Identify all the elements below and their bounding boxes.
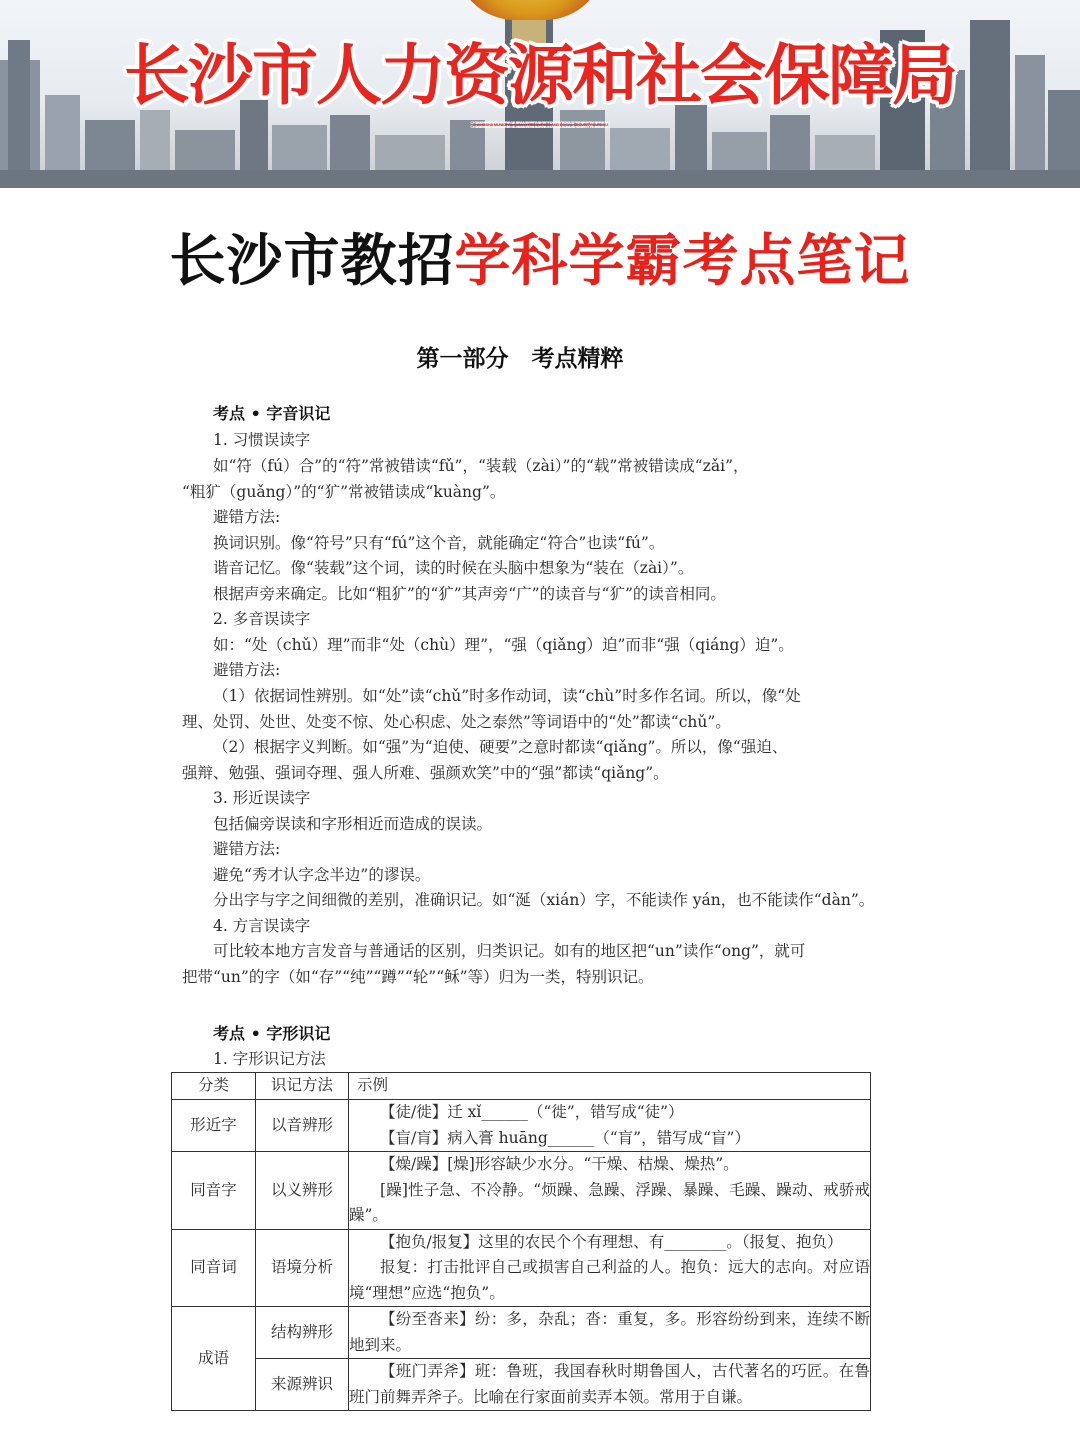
example-cell: [349, 1307, 871, 1359]
example-line: 【徒/徙】迁 xǐ______（“徙”，错写成“徒”）: [380, 1103, 684, 1121]
paragraph-line: “粗犷（guǎng）”的“犷”常被错读成“kuàng”。: [182, 483, 506, 501]
paragraph-line: 根据声旁来确定。比如“粗犷”的“犷”其声旁“广”的读音与“犷”的读音相同。: [213, 585, 726, 603]
subheading: 3. 形近误读字: [213, 789, 311, 807]
table-row: [172, 1100, 871, 1152]
example-line: [躁]性子急、不冷静。“烦躁、急躁、浮躁、暴躁、毛躁、躁动、戒骄戒躁”。: [349, 1180, 870, 1224]
example-line: 【纷至沓来】纷：多，杂乱；沓：重复，多。形容纷纷到来，连续不断地到来。: [349, 1310, 870, 1354]
paragraph-line: （1）依据词性辨别。如“处”读“chǔ”时多作动词，读“chù”时多作名词。所以，像“处: [213, 687, 801, 705]
paragraph-line: 理、处罚、处世、处变不惊、处心积虑、处之泰然”等词语中的“处”都读“chǔ”。: [182, 713, 731, 731]
example-cell: [349, 1359, 871, 1411]
paragraph-line: 包括偏旁误读和字形相近而造成的误读。: [213, 815, 493, 833]
example-line: 【燥/躁】[燥]形容缺少水分。“干燥、枯燥、燥热”。: [380, 1155, 739, 1173]
paragraph-line: 把带“un”的字（如“存”“纯”“蹲”“轮”“稣”等）归为一类，特别识记。: [182, 968, 654, 986]
banner-title-cn: 长沙市人力资源和社会保障局: [124, 37, 956, 114]
paragraph-line: 避免“秀才认字念半边”的谬误。: [213, 866, 431, 884]
subheading: 1. 习惯误读字: [213, 431, 311, 449]
table-header-cell: 分类: [172, 1073, 256, 1100]
paragraph-line: （2）根据字义判断。如“强”为“迫使、硬要”之意时都读“qiǎng”。所以，像“强迫、: [213, 738, 788, 756]
header-banner: [0, 0, 1080, 188]
paragraph-line: 避错方法:: [213, 508, 281, 526]
section-title-pronunciation: 考点 • 字音识记: [213, 404, 331, 423]
main-title: [0, 212, 1080, 312]
subheading: 4. 方言误读字: [213, 917, 311, 935]
example-line: 报复：打击批评自己或损害自己利益的人。抱负：远大的志向。对应语境“理想”应选“抱负”。: [349, 1258, 870, 1302]
category-cell: 形近字: [172, 1100, 256, 1152]
glyph-method-table: [171, 1072, 871, 1411]
paragraph-line: 避错方法:: [213, 661, 281, 679]
main-title-part1: 长沙市教招: [169, 229, 455, 294]
table-row: [172, 1229, 871, 1307]
example-line: 【盲/肓】病入膏 huāng______（“肓”，错写成“盲”）: [380, 1128, 750, 1147]
table-header-cell: 示例: [349, 1073, 871, 1100]
table-header-cell: 识记方法: [256, 1073, 349, 1100]
example-cell: [349, 1152, 871, 1230]
section-title-glyph: 考点 • 字形识记: [213, 1024, 331, 1043]
example-line: 【班门弄斧】班：鲁班，我国春秋时期鲁国人，古代著名的巧匠。在鲁班门前舞弄斧子。比喻在行家面前卖弄本领。常用于自谦。: [349, 1362, 870, 1406]
category-cell: 同音字: [172, 1152, 256, 1230]
method-cell: 来源辨识: [256, 1359, 349, 1411]
method-cell: 以义辨形: [256, 1152, 349, 1230]
paragraph-line: 分出字与字之间细微的差别，准确识记。如“涎（xián）字，不能读作 yán，也不能读作“dàn”。: [213, 891, 875, 909]
method-cell: 结构辨形: [256, 1307, 349, 1359]
paragraph-line: 谐音记忆。像“装载”这个词，读的时候在头脑中想象为“装在（zài）”。: [213, 559, 694, 577]
banner-title-en: CHANGSHA MUNICIPAL HUMAN RESOURCES AND SOCIAL SECURITY BUREAU: [472, 122, 608, 127]
main-title-part2: 学科学霸考点笔记: [454, 229, 911, 294]
paragraph-line: 避错方法:: [213, 840, 281, 858]
paragraph-line: 可比较本地方言发音与普通话的区别，归类识记。如有的地区把“un”读作“ong”，就可: [213, 942, 806, 960]
table-row: [172, 1359, 871, 1411]
subheading: 2. 多音误读字: [213, 610, 311, 628]
example-cell: [349, 1100, 871, 1152]
example-line: 【抱负/报复】这里的农民个个有理想、有________。（报复、抱负）: [380, 1232, 843, 1251]
table-header-row: [172, 1073, 871, 1100]
method-cell: 语境分析: [256, 1229, 349, 1307]
subheading: 1. 字形识记方法: [213, 1050, 326, 1068]
example-cell: [349, 1229, 871, 1307]
table-row: [172, 1152, 871, 1230]
paragraph-line: 如：“处（chǔ）理”而非“处（chù）理”，“强（qiǎng）迫”而非“强（qiáng）迫”。: [213, 636, 794, 654]
part-title: 第一部分 考点精粹: [416, 345, 624, 372]
paragraph-line: 换词识别。像“符号”只有“fú”这个音，就能确定“符合”也读“fú”。: [213, 534, 665, 552]
paragraph-line: 强辩、勉强、强词夺理、强人所难、强颜欢笑”中的“强”都读“qiǎng”。: [182, 764, 669, 782]
category-cell: 同音词: [172, 1229, 256, 1307]
paragraph-line: 如“符（fú）合”的“符”常被错读“fǔ”，“装载（zài）”的“载”常被错读成“zǎi”，: [213, 457, 749, 475]
table-row: [172, 1307, 871, 1359]
method-cell: 以音辨形: [256, 1100, 349, 1152]
category-cell: 成语: [172, 1307, 256, 1411]
